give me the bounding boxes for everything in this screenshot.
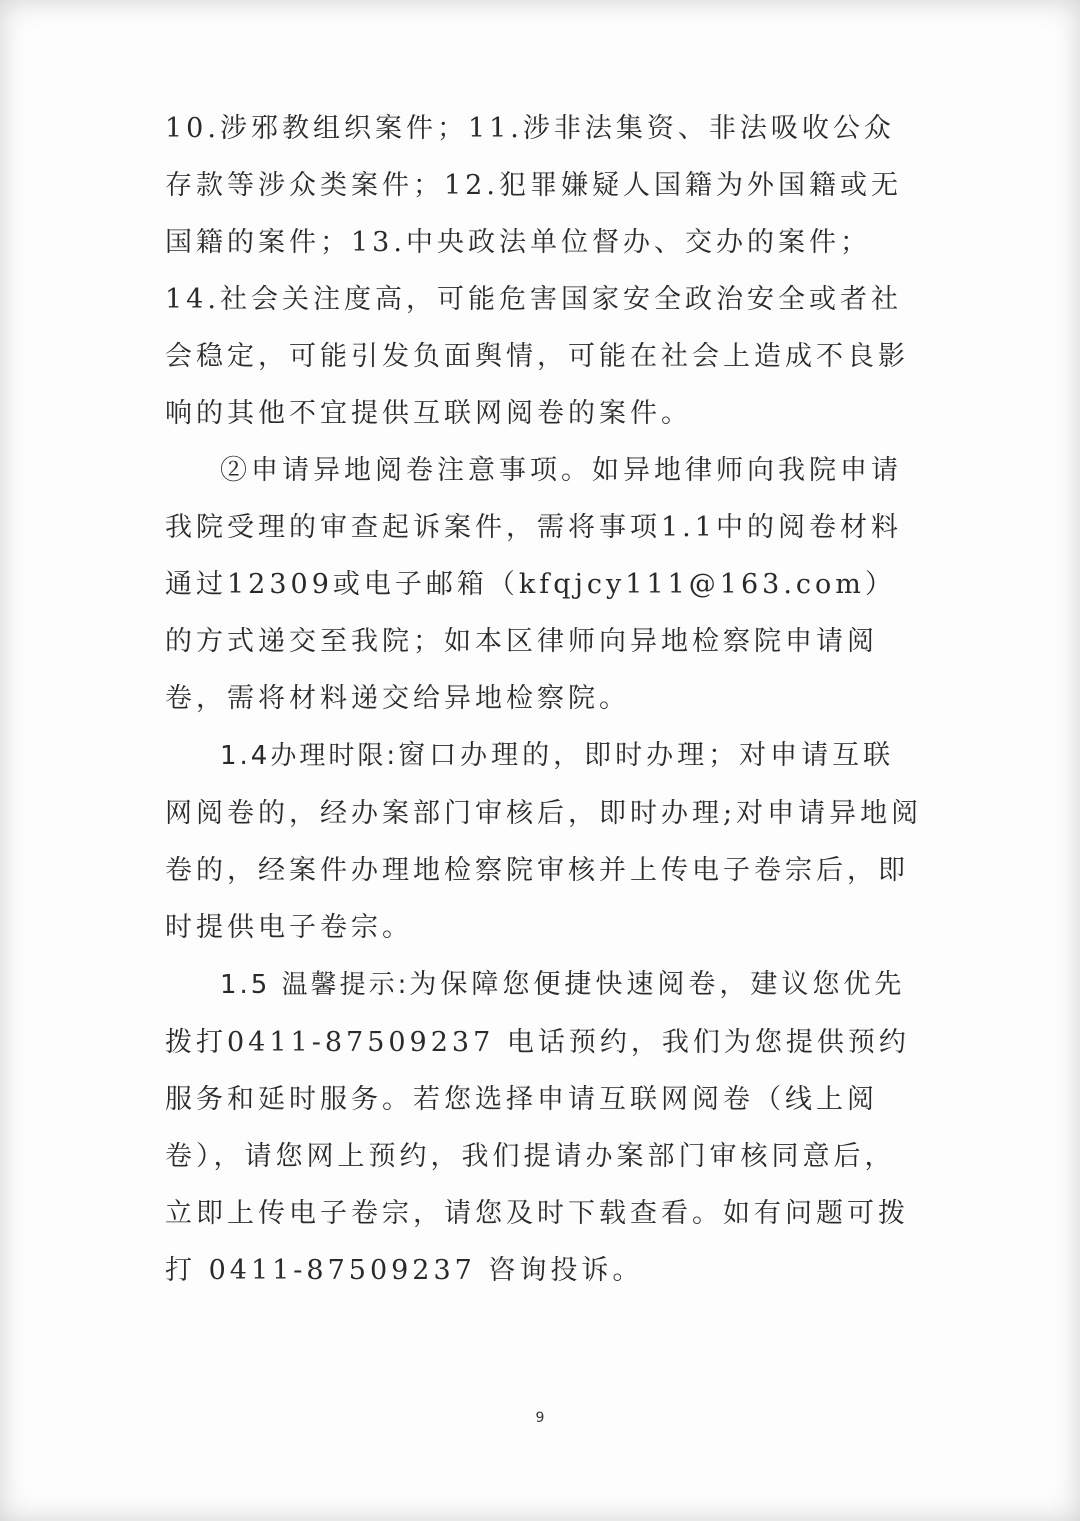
paragraph-friendly-tips xyxy=(165,956,925,1299)
paragraph-case-list xyxy=(165,100,925,442)
paragraph-text: 10.涉邪教组织案件；11.涉非法集资、非法吸收公众存款等涉众类案件；12.犯罪嫌疑人国籍为外国籍或无国籍的案件；13.中央政法单位督办、交办的案件；14.社会关注度高，可能危害国家安全政治安全或者社会稳定，可能引发负面舆情，可能在社会上造成不良影响的其他不宜提供互联网阅卷的案件。 xyxy=(165,113,909,429)
page-number: 9 xyxy=(535,1410,545,1426)
document-body xyxy=(165,100,925,1299)
paragraph-text: 窗口办理的，即时办理；对申请互联网阅卷的，经办案部门审核后，即时办理;对申请异地阅卷的，经案件办理地检察院审核并上传电子卷宗后，即时提供电子卷宗。 xyxy=(165,740,923,943)
section-heading: 1.5 温馨提示: xyxy=(220,970,410,1000)
paragraph-processing-time xyxy=(165,727,925,956)
paragraph-remote-review-notes xyxy=(165,442,925,727)
paragraph-text: ②申请异地阅卷注意事项。如异地律师向我院申请我院受理的审查起诉案件，需将事项1.1中的阅卷材料通过12309或电子邮箱（kfqjcy111@163.com）的方式递交至我院；如本区律师向异地检察院申请阅卷，需将材料递交给异地检察院。 xyxy=(165,455,902,714)
paragraph-text: 为保障您便捷快速阅卷，建议您优先拨打0411-87509237 电话预约，我们为您提供预约服务和延时服务。若您选择申请互联网阅卷（线上阅卷），请您网上预约，我们提请办案部门审核同意后，立即上传电子卷宗，请您及时下载查看。如有问题可拨打 0411-87509237 咨询投诉。 xyxy=(165,969,910,1286)
section-heading: 1.4办理时限: xyxy=(220,741,399,771)
